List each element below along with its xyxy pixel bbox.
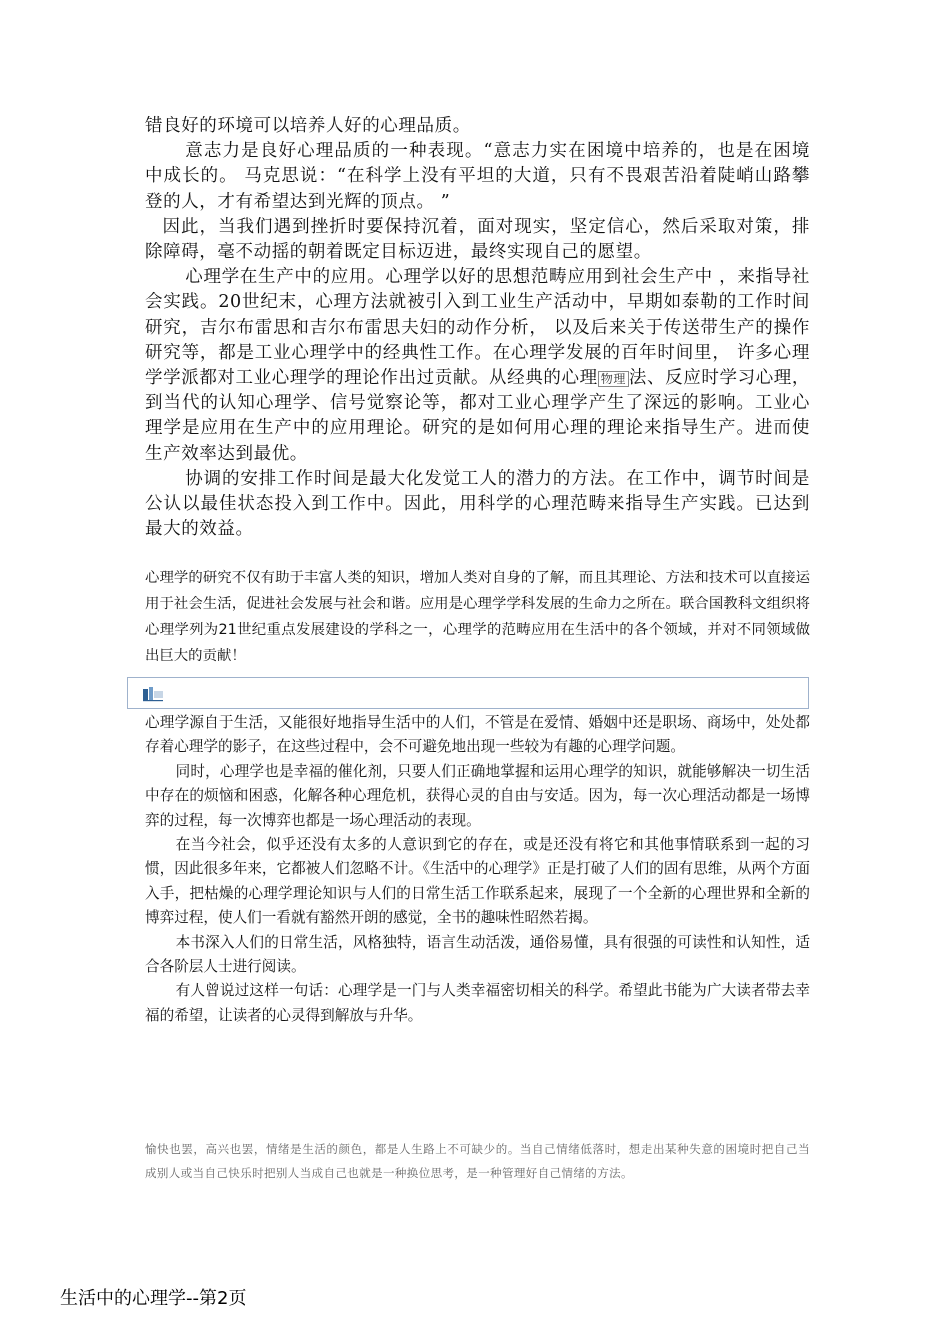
paragraph: 同时，心理学也是幸福的催化剂，只要人们正确地掌握和运用心理学的知识，就能够解决一切生活中存在的烦恼和困惑，化解各种心理危机，获得心灵的自由与安适。因为，每一次心理活动都是一场博弈的过程，每一次博弈也都是一场心理活动的表现。 (145, 762, 810, 829)
paragraph: 协调的安排工作时间是最大化发觉工人的潜力的方法。在工作中，调节时间是公认以最佳状态投入到工作中。因此，用科学的心理范畴来指导生产实践。已达到最大的效益。 (145, 468, 810, 540)
paragraph: 本书深入人们的日常生活，风格独特，语言生动活泼，通俗易懂，具有很强的可读性和认知性，适合各阶层人士进行阅读。 (145, 933, 810, 976)
paragraph: 意志力是良好心理品质的一种表现。“意志力实在困境中培养的，也是在困境中成长的。 马克思说：“在科学上没有平坦的大道，只有不畏艰苦沿着陡峭山路攀登的人，才有希望达到光辉的顶点。 ” (145, 141, 810, 212)
paragraph: 愉快也罢，高兴也罢，情绪是生活的颜色，都是人生路上不可缺少的。当自己情绪低落时，想走出某种失意的困境时把自己当成别人或当自己快乐时把别人当成自己也就是一种换位思考，是一种管理好自己情绪的方法。 (145, 1142, 810, 1180)
paragraph: 心理学源自于生活，又能很好地指导生活中的人们，不管是在爱情、婚姻中还是职场、商场中，处处都存着心理学的影子，在这些过程中，会不可避免地出现一些较为有趣的心理学问题。 (145, 714, 810, 756)
inline-text-box: 物理 (598, 371, 629, 387)
paragraph-text: 法、反应时学习心理，到当代的认知心理学、信号觉察论等，都对工业心理学产生了深远的影响。工业心理学是应用在生产中的应用理论。研究的是如何用心理的理论来指导生产。进而使生产效率达到最优。 (145, 368, 811, 464)
paragraph (145, 265, 810, 467)
paragraph: 错良好的环境可以培养人好的心理品质。 (145, 116, 471, 136)
book-logo-icon (142, 686, 164, 702)
paragraph: 在当今社会，似乎还没有太多的人意识到它的存在，或是还没有将它和其他事情联系到一起的习惯，因此很多年来，它都被人们忽略不计。《生活中的心理学》正是打破了人们的固有思维，从两个方面入手，把枯燥的心理学理论知识与人们的日常生活工作联系起来，展现了一个全新的心理世界和全新的博弈过程，使人们一看就有豁然开朗的感觉，全书的趣味性昭然若揭。 (145, 836, 810, 927)
page-footer: 生活中的心理学--第2页 (60, 1288, 247, 1309)
paragraph: 因此，当我们遇到挫折时要保持沉着，面对现实，坚定信心，然后采取对策，排除障碍，毫不动摇的朝着既定目标迈进，最终实现自己的愿望。 (145, 216, 810, 263)
section-emotion-note (145, 1137, 810, 1185)
banner-box (127, 677, 809, 709)
paragraph: 有人曾说过这样一句话：心理学是一门与人类幸福密切相关的科学。希望此书能为广大读者带去幸福的希望，让读者的心灵得到解放与升华。 (145, 982, 810, 1024)
paragraph-text: 心理学在生产中的应用。心理学以好的思想范畴应用到社会生产中 ，来指导社会实践。20世纪末，心理方法就被引入到工业生产活动中，早期如泰勒的工作时间研究，吉尔布雷思和吉尔布雷思夫妇的动作分析， 以及后来关于传送带生产的操作研究等，都是工业心理学中的经典性工作。在心理学发展的百年时间里， 许多心理学学派都对工业心理学的理论作出过贡献。从经典的心理 (145, 267, 810, 389)
paragraph: 心理学的研究不仅有助于丰富人类的知识，增加人类对自身的了解，而且其理论、方法和技术可以直接运用于社会生活，促进社会发展与社会和谐。应用是心理学学科发展的生命力之所在。联合国教科文组织将心理学列为21世纪重点发展建设的学科之一，心理学的范畴应用在生活中的各个领域，并对不同领域做出巨大的贡献！ (145, 570, 810, 664)
section-research-value (145, 565, 810, 669)
section-book-intro (145, 711, 810, 1028)
section-willpower (145, 114, 810, 542)
